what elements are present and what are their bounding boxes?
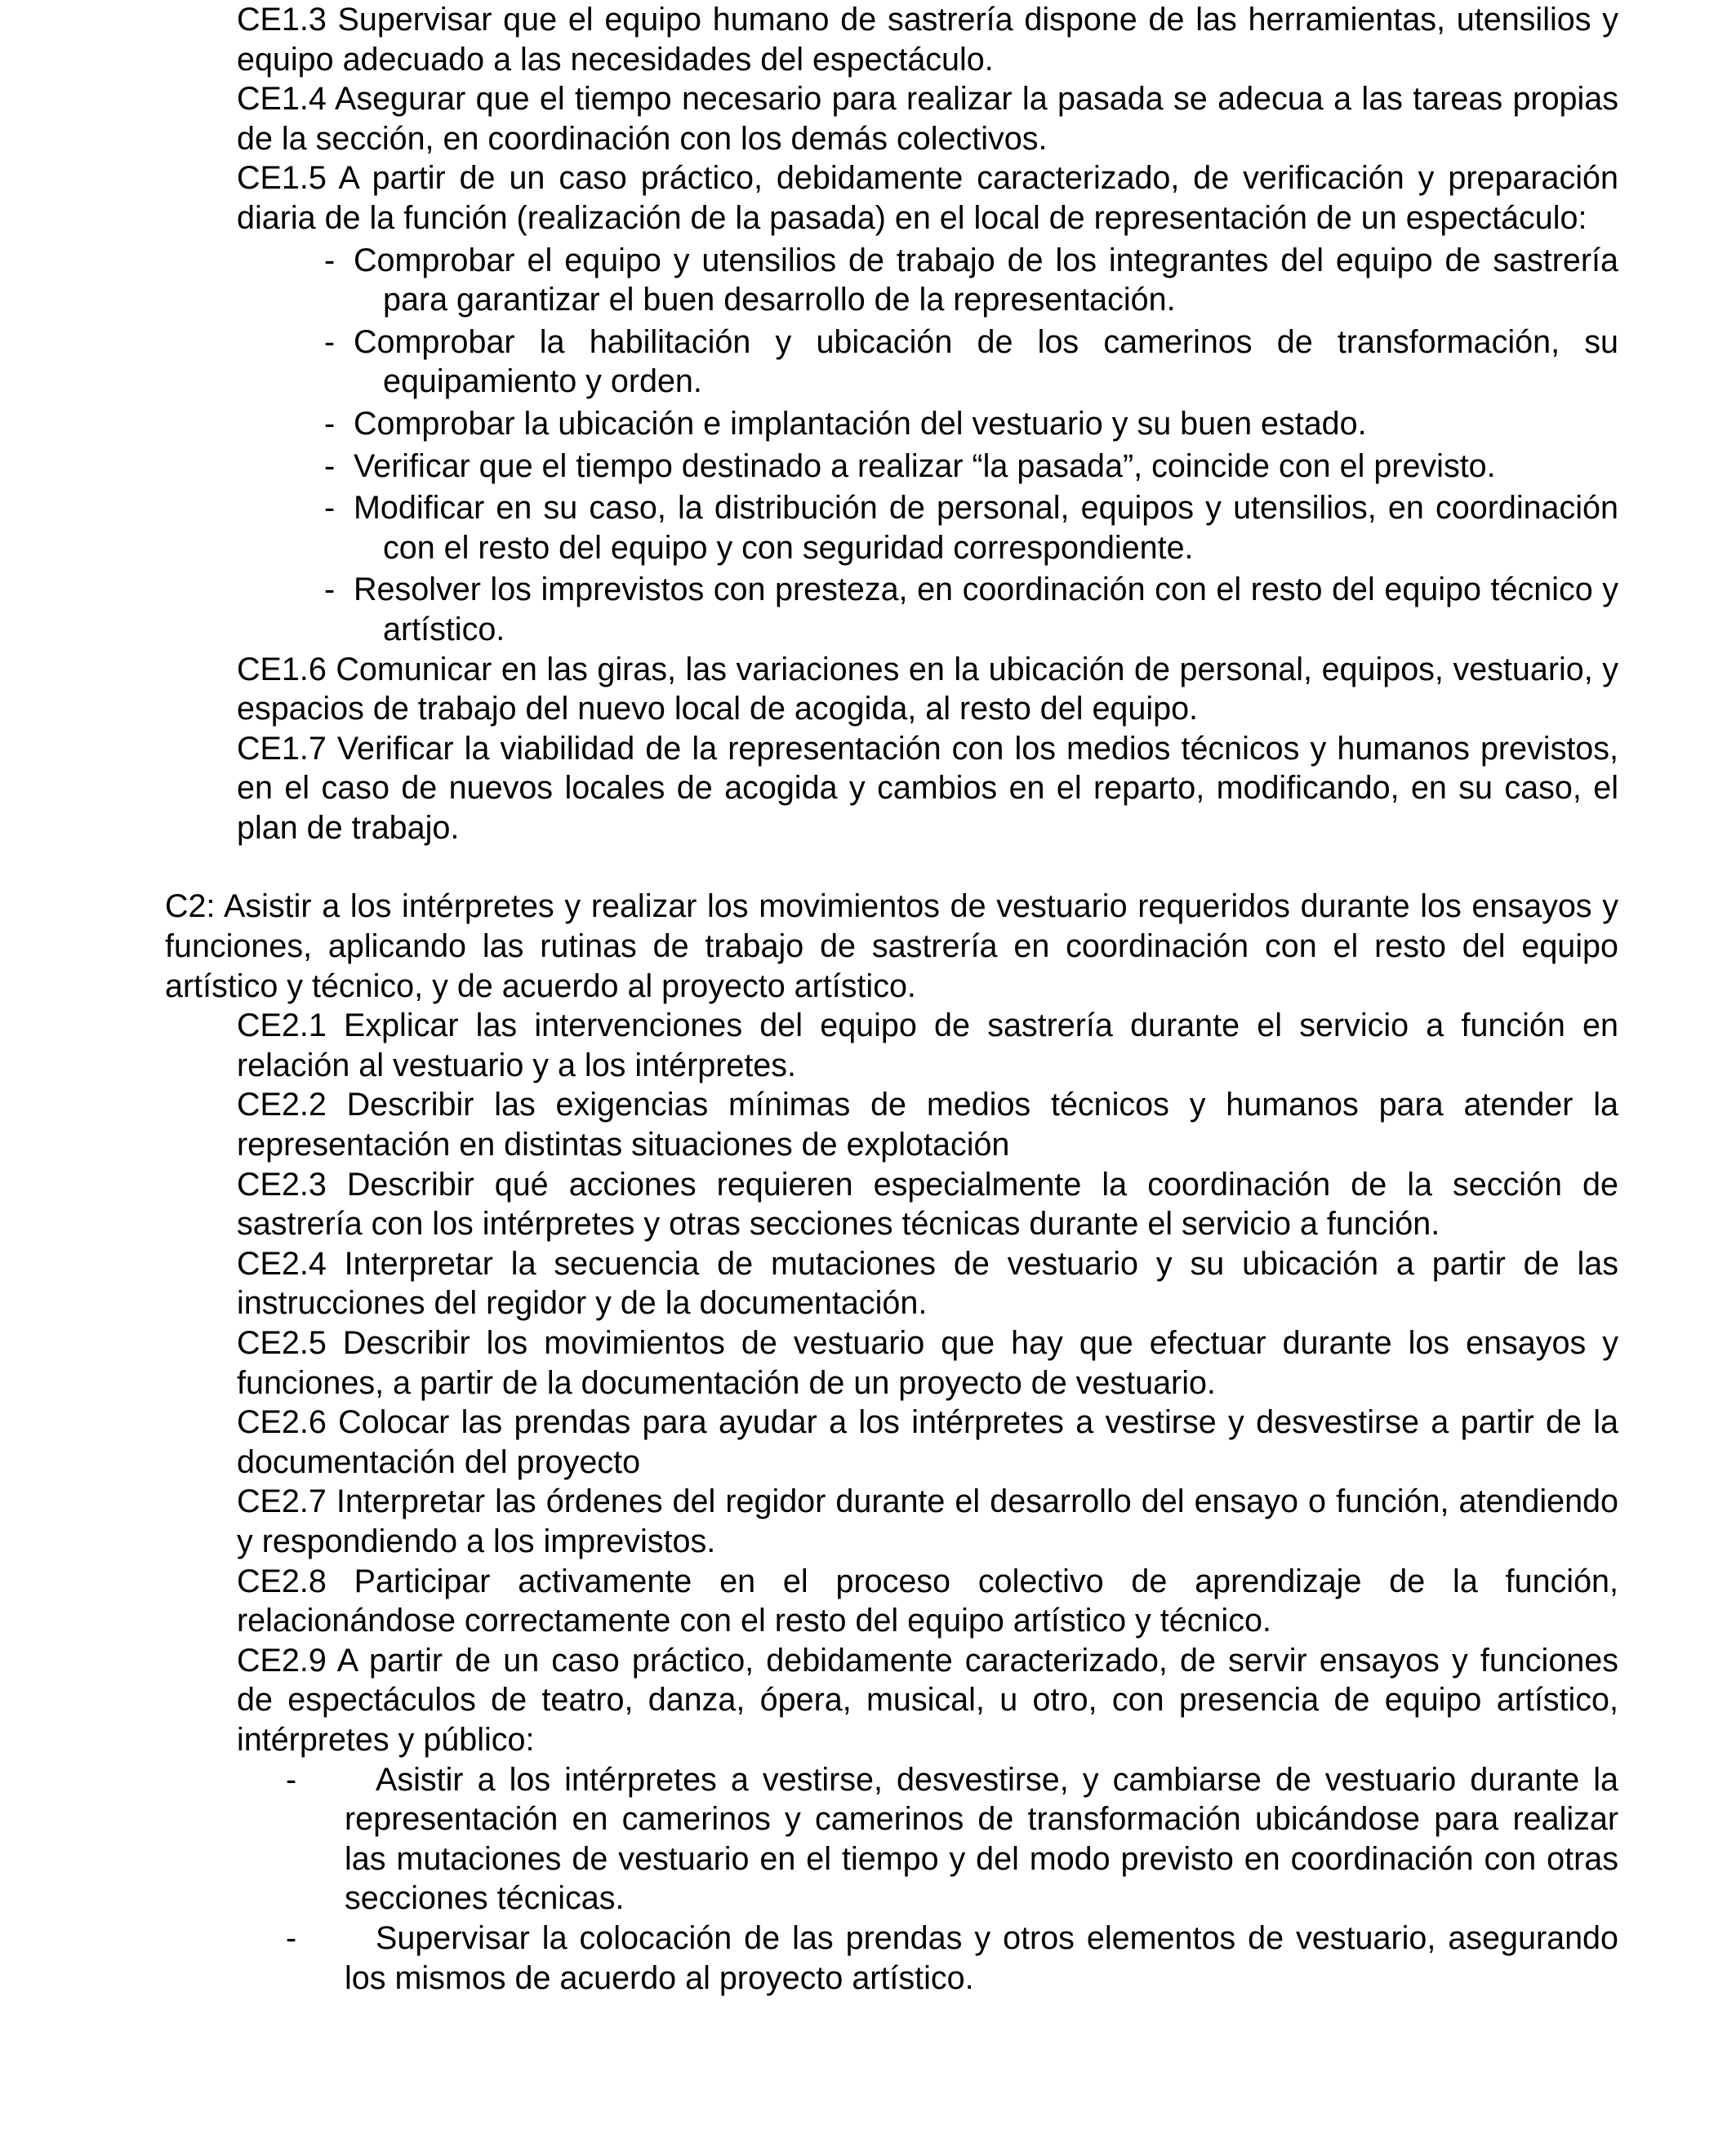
list-item-text: Modificar en su caso, la distribución de personal, equipos y utensilios, en coordinación con el resto del equipo y con seguridad correspondiente. — [354, 490, 1618, 566]
criterion-ce1-4: CE1.4 Asegurar que el tiempo necesario para realizar la pasada se adecua a las tareas propias de la sección, en coordinación con los demás colectivos. — [237, 81, 1618, 157]
criterion-ce1-3: CE1.3 Supervisar que el equipo humano de sastrería dispone de las herramientas, utensilios y equipo adecuado a las necesidades del espectáculo. — [237, 2, 1618, 78]
list-item — [324, 570, 1618, 649]
list-item-text: Verificar que el tiempo destinado a realizar “la pasada”, coincide con el previsto. — [354, 447, 1496, 484]
criterion-ce1-7: CE1.7 Verificar la viabilidad de la representación con los medios técnicos y humanos previstos, en el caso de nuevos locales de acogida y cambios en el reparto, modificando, en su caso, el plan de trabajo. — [237, 730, 1618, 846]
bullet-dash: - — [324, 490, 336, 527]
list-item — [324, 404, 1618, 444]
list-item-text: Supervisar la colocación de las prendas y otros elementos de vestuario, asegurando los mismos de acuerdo al proyecto artístico. — [345, 1919, 1618, 1996]
bullet-dash: - — [324, 571, 336, 608]
criterion-ce1-6: CE1.6 Comunicar en las giras, las variaciones en la ubicación de personal, equipos, vestuario, y espacios de trabajo del nuevo local de acogida, al resto del equipo. — [237, 651, 1618, 727]
criterion-ce2-7: CE2.7 Interpretar las órdenes del regidor durante el desarrollo del ensayo o función, atendiendo y respondiendo a los imprevistos. — [237, 1483, 1618, 1559]
bullet-dash: - — [324, 447, 336, 484]
criterion-ce1-5: CE1.5 A partir de un caso práctico, debidamente caracterizado, de verificación y preparación diaria de la función (realización de la pasada) en el local de representación de un espectáculo: — [237, 160, 1618, 236]
list-item — [286, 1760, 1618, 1919]
list-item-text: Comprobar el equipo y utensilios de trabajo de los integrantes del equipo de sastrería para garantizar el buen desarrollo de la representación. — [354, 242, 1618, 318]
list-item-text: Comprobar la ubicación e implantación del vestuario y su buen estado. — [354, 405, 1367, 442]
bullet-dash: - — [286, 1761, 297, 1798]
criterion-ce2-2: CE2.2 Describir las exigencias mínimas de medios técnicos y humanos para atender la representación en distintas situaciones de explotación — [237, 1087, 1618, 1163]
bullet-dash: - — [324, 323, 336, 360]
bullet-dash: - — [324, 405, 336, 442]
criterion-ce2-4: CE2.4 Interpretar la secuencia de mutaciones de vestuario y su ubicación a partir de las instrucciones del regidor y de la documentación. — [237, 1245, 1618, 1322]
list-item — [324, 241, 1618, 320]
list-item — [286, 1919, 1618, 1998]
list-item-text: Asistir a los intérpretes a vestirse, desvestirse, y cambiarse de vestuario durante la representación en camerinos y camerinos de transformación ubicándose para realizar las mutaciones de vestuario en el tiempo y del modo previsto en coordinación con otras secciones técnicas. — [345, 1761, 1618, 1917]
capacity-c2: C2: Asistir a los intérpretes y realizar los movimientos de vestuario requeridos durante los ensayos y funciones, aplicando las rutinas de trabajo de sastrería en coordinación con el resto del equipo artístico y técnico, y de acuerdo al proyecto artístico. — [165, 888, 1618, 1004]
criterion-ce2-9: CE2.9 A partir de un caso práctico, debidamente caracterizado, de servir ensayos y funciones de espectáculos de teatro, danza, ópera, musical, u otro, con presencia de equipo artístico, intérpretes y público: — [237, 1642, 1618, 1758]
criterion-ce2-1: CE2.1 Explicar las intervenciones del equipo de sastrería durante el servicio a función en relación al vestuario y a los intérpretes. — [237, 1007, 1618, 1083]
ce2-9-bullet-list — [0, 1760, 1736, 1999]
list-item — [324, 322, 1618, 402]
bullet-dash: - — [324, 242, 336, 278]
ce1-5-bullet-list — [0, 241, 1736, 650]
list-item-text: Resolver los imprevistos con presteza, en coordinación con el resto del equipo técnico y artístico. — [354, 571, 1618, 647]
list-item — [324, 488, 1618, 567]
list-item — [324, 447, 1618, 487]
criterion-ce2-6: CE2.6 Colocar las prendas para ayudar a los intérpretes a vestirse y desvestirse a partir de la documentación del proyecto — [237, 1404, 1618, 1480]
criterion-ce2-3: CE2.3 Describir qué acciones requieren especialmente la coordinación de la sección de sastrería con los intérpretes y otras secciones técnicas durante el servicio a función. — [237, 1166, 1618, 1243]
criterion-ce2-8: CE2.8 Participar activamente en el proceso colectivo de aprendizaje de la función, relacionándose correctamente con el resto del equipo artístico y técnico. — [237, 1563, 1618, 1639]
criterion-ce2-5: CE2.5 Describir los movimientos de vestuario que hay que efectuar durante los ensayos y funciones, a partir de la documentación de un proyecto de vestuario. — [237, 1325, 1618, 1401]
list-item-text: Comprobar la habilitación y ubicación de los camerinos de transformación, su equipamiento y orden. — [354, 323, 1618, 400]
bullet-dash: - — [286, 1919, 297, 1956]
